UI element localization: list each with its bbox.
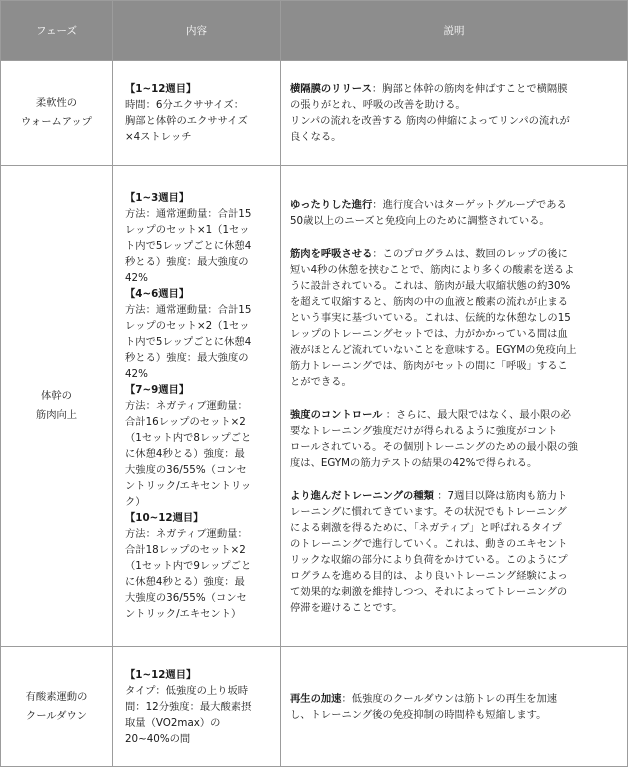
explanation-text: ：このプログラムは、数回のレップの後に bbox=[372, 247, 568, 260]
content-text: （1セット内で9レップごと bbox=[125, 560, 252, 572]
content-text: ×4ストレッチ bbox=[125, 131, 192, 143]
content-text: に休憩4秒とる）強度：最 bbox=[125, 576, 245, 588]
week-label: 【10~12週目】 bbox=[125, 512, 204, 524]
phase-text: 筋肉向上 bbox=[35, 409, 78, 421]
phase-text: 体幹の bbox=[41, 390, 72, 402]
content-text: 時間：6分エクササイズ： bbox=[125, 99, 244, 111]
explanation-text: 度は、EGYMの筋力テストの結果の42%で得られる。 bbox=[290, 456, 538, 469]
content-text: 大強度の36/55%（コンセ bbox=[125, 592, 247, 604]
explanation-text: ：低強度のクールダウンは筋トレの再生を加速 bbox=[341, 692, 558, 705]
content-text: レップのセット×1（1セッ bbox=[125, 224, 250, 236]
table-row bbox=[1, 61, 628, 166]
explanation-text: リックな収縮の部分により負荷をかけている。このようにプ bbox=[290, 553, 568, 566]
week-label: 【7~9週目】 bbox=[125, 384, 190, 396]
explanation-text: レップのトレーニングセットでは、力がかかっている間は血 bbox=[290, 327, 568, 340]
explanation-cell bbox=[281, 647, 628, 767]
week-label: 【1~12週目】 bbox=[125, 668, 197, 681]
explanation-text: という事実に基づいている。これは、伝統的な休憩なしの15 bbox=[290, 311, 571, 324]
content-text: 胸部と体幹のエクササイズ bbox=[125, 115, 248, 127]
explanation-text: 良くなる。 bbox=[290, 131, 342, 143]
week-label: 【1~3週目】 bbox=[125, 192, 190, 204]
content-text: ク） bbox=[125, 496, 146, 508]
content-text: 間：12分強度：最大酸素摂 bbox=[125, 700, 252, 713]
phase-cell bbox=[1, 166, 113, 647]
explanation-text: て効果的な刺激を維持しつつ、それによってトレーニングの bbox=[290, 585, 568, 598]
explanation-paragraph bbox=[290, 197, 619, 229]
explanation-text: 液がほとんど流れていないことを意味する。EGYMの免疫向上 bbox=[290, 343, 577, 356]
content-text: タイプ：低強度の上り坂時 bbox=[125, 684, 249, 697]
explanation-text: 停滞を避けることです。 bbox=[290, 601, 403, 614]
header-explanation: 説明 bbox=[281, 1, 628, 61]
explanation-paragraph bbox=[290, 407, 619, 471]
content-text: ントリック/エキセント） bbox=[125, 608, 242, 620]
header-content: 内容 bbox=[113, 1, 281, 61]
explanation-paragraph bbox=[290, 246, 619, 390]
explanation-text: 要なトレーニング強度だけが得られるように強度がコント bbox=[290, 424, 558, 437]
explanation-term: ゆったりした進行 bbox=[290, 198, 373, 211]
content-text: ントリック/エキセントリッ bbox=[125, 480, 252, 492]
week-label: 【1~12週目】 bbox=[125, 83, 197, 95]
explanation-text: の張りがとれ、呼吸の改善を助ける。 bbox=[290, 99, 466, 111]
explanation-text: ：さらに、最大限ではなく、最小限の必 bbox=[382, 408, 571, 421]
content-text: 取量（VO2max）の bbox=[125, 716, 221, 729]
phase-text: ウォームアップ bbox=[21, 116, 92, 128]
explanation-text: 50歳以上のニーズと免疫向上のために調整されている。 bbox=[290, 214, 550, 227]
content-text: 方法：ネガティブ運動量： bbox=[125, 528, 248, 540]
content-text: 大強度の36/55%（コンセ bbox=[125, 464, 247, 476]
content-text: 秒とる）強度：最大強度の bbox=[125, 352, 249, 364]
content-text: （1セット内で8レップごと bbox=[125, 432, 252, 444]
content-text: 合計16レップのセット×2 bbox=[125, 416, 246, 428]
explanation-text: による刺激を得るために、「ネガティブ」と呼ばれるタイプ bbox=[290, 521, 562, 534]
explanation-term: 横隔膜のリリース bbox=[290, 83, 372, 95]
explanation-cell bbox=[281, 61, 628, 166]
explanation-text: 筋力トレーニングでは、筋肉がセットの間に「呼吸」するこ bbox=[290, 359, 568, 372]
explanation-text: を超えて収縮すると、筋肉の中の血液と酸素の流れが止まる bbox=[290, 295, 569, 308]
content-text: 20~40%の間 bbox=[125, 732, 191, 745]
explanation-text: うに設計されている。これは、筋肉が最大収縮状態の約30% bbox=[290, 279, 571, 292]
content-text: ト内で5レップごとに休憩4 bbox=[125, 336, 252, 348]
explanation-term: 強度のコントロール bbox=[290, 408, 383, 421]
explanation-paragraph bbox=[290, 81, 619, 145]
header-row bbox=[1, 1, 628, 61]
explanation-text: レーニングに慣れてきています。その状況でもトレーニング bbox=[290, 505, 567, 518]
explanation-text: ：進行度合いはターゲットグループである bbox=[372, 198, 567, 211]
content-text: 合計18レップのセット×2 bbox=[125, 544, 246, 556]
explanation-text: ロールされている。その個別トレーニングのための最小限の強 bbox=[290, 440, 578, 453]
explanation-paragraph bbox=[290, 691, 619, 723]
content-text: 方法：ネガティブ運動量： bbox=[125, 400, 248, 412]
content-cell bbox=[113, 61, 281, 166]
explanation-paragraph bbox=[290, 488, 619, 616]
content-text: レップのセット×2（1セッ bbox=[125, 320, 250, 332]
explanation-term: 再生の加速 bbox=[290, 692, 342, 705]
content-text: 方法：通常運動量：合計15 bbox=[125, 304, 252, 316]
explanation-text: し、トレーニング後の免疫抑制の時間枠も短縮します。 bbox=[290, 708, 547, 721]
explanation-text: とができる。 bbox=[290, 375, 352, 388]
table-row bbox=[1, 647, 628, 767]
explanation-text: 短い4秒の休憩を挟むことで、筋肉により多くの酸素を送るよ bbox=[290, 263, 575, 276]
explanation-text: ：7週目以降は筋肉も筋力ト bbox=[433, 489, 568, 502]
phase-text: 柔軟性の bbox=[35, 97, 78, 109]
explanation-text: のトレーニングで進行していく。これは、動きのエキセント bbox=[290, 537, 568, 550]
content-text: 42% bbox=[125, 368, 148, 380]
content-cell bbox=[113, 647, 281, 767]
week-label: 【4~6週目】 bbox=[125, 288, 190, 300]
content-text: 42% bbox=[125, 272, 148, 284]
explanation-term: より進んだトレーニングの種類 bbox=[290, 489, 434, 502]
content-text: ト内で5レップごとに休憩4 bbox=[125, 240, 252, 252]
explanation-cell bbox=[281, 166, 628, 647]
explanation-text: ログラムを進める目的は、より良いトレーニング経験によっ bbox=[290, 569, 568, 582]
content-cell bbox=[113, 166, 281, 647]
table-row bbox=[1, 166, 628, 647]
content-text: 秒とる）強度：最大強度の bbox=[125, 256, 249, 268]
header-phase: フェーズ bbox=[1, 1, 113, 61]
phase-cell bbox=[1, 61, 113, 166]
content-text: 方法：通常運動量：合計15 bbox=[125, 208, 252, 220]
phase-text: クールダウン bbox=[25, 709, 88, 722]
phase-text: 有酸素運動の bbox=[25, 690, 88, 703]
content-text: に休憩4秒とる）強度：最 bbox=[125, 448, 245, 460]
phase-cell bbox=[1, 647, 113, 767]
explanation-text: リンパの流れを改善する 筋肉の伸縮によってリンパの流れが bbox=[290, 115, 570, 127]
explanation-term: 筋肉を呼吸させる bbox=[290, 247, 373, 260]
explanation-text: ：胸部と体幹の筋肉を伸ばすことで横隔膜 bbox=[371, 83, 568, 95]
